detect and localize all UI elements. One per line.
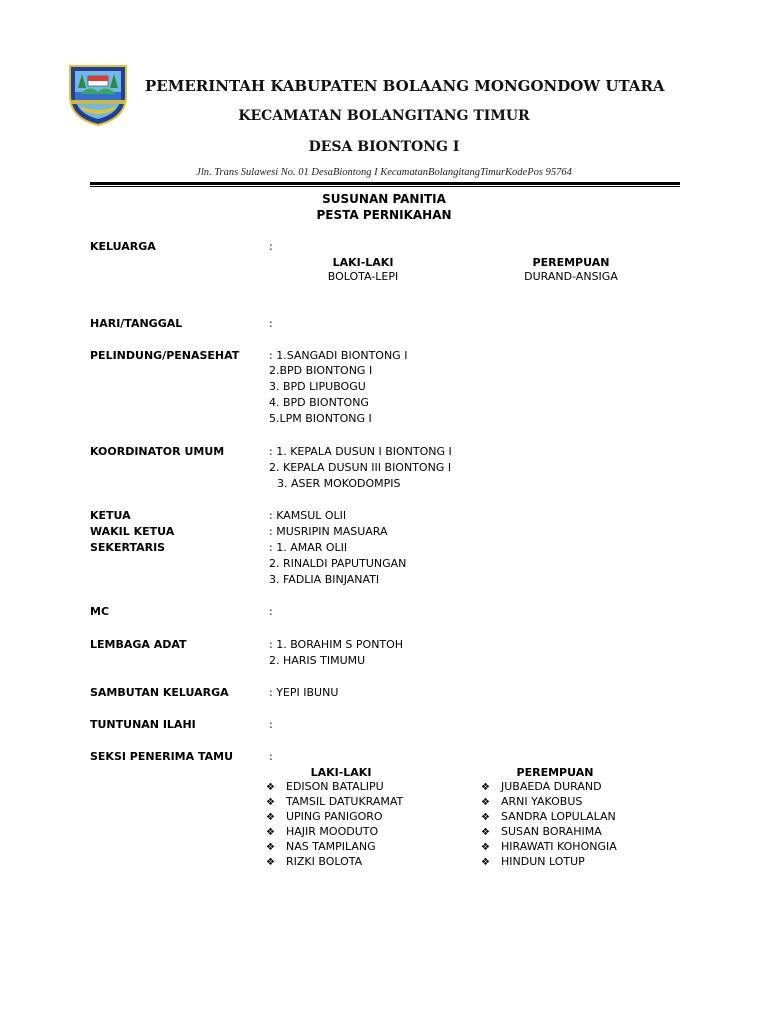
diamond-bullet-icon: ❖ bbox=[266, 827, 275, 838]
seksi-penerima-tamu-label: SEKSI PENERIMA TAMU bbox=[90, 750, 233, 763]
koordinator-item: 3. ASER MOKODOMPIS bbox=[277, 477, 401, 490]
keluarga-male-heading: LAKI-LAKI bbox=[332, 256, 394, 269]
keluarga-female-heading: PEREMPUAN bbox=[532, 256, 610, 269]
list-item: ❖ HINDUN LOTUP bbox=[481, 855, 585, 868]
header-divider-thick bbox=[90, 182, 680, 185]
seksi-male-heading: LAKI-LAKI bbox=[310, 766, 372, 779]
header-divider-thin bbox=[90, 186, 680, 187]
wakil-ketua-label: WAKIL KETUA bbox=[90, 525, 175, 538]
mc-label: MC bbox=[90, 605, 110, 618]
diamond-bullet-icon: ❖ bbox=[481, 782, 490, 793]
header-district-title: KECAMATAN BOLANGITANG TIMUR bbox=[238, 108, 530, 124]
sekertaris-label: SEKERTARIS bbox=[90, 541, 166, 554]
mc-colon: : bbox=[269, 605, 273, 618]
hari-tanggal-colon: : bbox=[269, 317, 273, 330]
list-item: ❖ UPING PANIGORO bbox=[266, 810, 383, 823]
koordinator-item: : 1. KEPALA DUSUN I BIONTONG I bbox=[269, 445, 452, 458]
list-item: ❖ JUBAEDA DURAND bbox=[481, 780, 602, 793]
sekertaris-item: : 1. AMAR OLII bbox=[269, 541, 348, 554]
pelindung-item: 4. BPD BIONTONG bbox=[269, 396, 369, 409]
header-village-title: DESA BIONTONG I bbox=[308, 139, 460, 155]
list-item: ❖ RIZKI BOLOTA bbox=[266, 855, 363, 868]
list-item: ❖ TAMSIL DATUKRAMAT bbox=[266, 795, 404, 808]
diamond-bullet-icon: ❖ bbox=[481, 797, 490, 808]
list-item: ❖ SUSAN BORAHIMA bbox=[481, 825, 602, 838]
lembaga-adat-item: : 1. BORAHIM S PONTOH bbox=[269, 638, 404, 651]
pelindung-item: : 1.SANGADI BIONTONG I bbox=[269, 349, 408, 362]
koordinator-item: 2. KEPALA DUSUN III BIONTONG I bbox=[269, 461, 452, 474]
list-item: ❖ SANDRA LOPULALAN bbox=[481, 810, 616, 823]
lembaga-adat-item: 2. HARIS TIMUMU bbox=[269, 654, 366, 667]
diamond-bullet-icon: ❖ bbox=[266, 782, 275, 793]
list-item: ❖ HAJIR MOODUTO bbox=[266, 825, 379, 838]
keluarga-male-name: BOLOTA-LEPI bbox=[327, 270, 399, 283]
diamond-bullet-icon: ❖ bbox=[266, 812, 275, 823]
list-item: ❖ HIRAWATI KOHONGIA bbox=[481, 840, 617, 853]
diamond-bullet-icon: ❖ bbox=[481, 842, 490, 853]
sekertaris-item: 3. FADLIA BINJANATI bbox=[269, 573, 380, 586]
diamond-bullet-icon: ❖ bbox=[266, 842, 275, 853]
keluarga-female-name: DURAND-ANSIGA bbox=[524, 270, 618, 283]
document-title: SUSUNAN PANITIA bbox=[322, 192, 446, 206]
diamond-bullet-icon: ❖ bbox=[481, 857, 490, 868]
ketua-label: KETUA bbox=[90, 509, 131, 522]
ketua-value: : KAMSUL OLII bbox=[269, 509, 347, 522]
hari-tanggal-label: HARI/TANGGAL bbox=[90, 317, 183, 330]
pelindung-item: 5.LPM BIONTONG I bbox=[269, 412, 372, 425]
header-government-title: PEMERINTAH KABUPATEN BOLAANG MONGONDOW UTARA bbox=[145, 77, 665, 95]
pelindung-item: 2.BPD BIONTONG I bbox=[269, 364, 373, 377]
document-subtitle: PESTA PERNIKAHAN bbox=[316, 208, 452, 222]
list-item: ❖ ARNI YAKOBUS bbox=[481, 795, 583, 808]
pelindung-item: 3. BPD LIPUBOGU bbox=[269, 380, 366, 393]
sambutan-keluarga-value: : YEPI IBUNU bbox=[269, 686, 339, 699]
keluarga-label: KELUARGA bbox=[90, 240, 156, 253]
sambutan-keluarga-label: SAMBUTAN KELUARGA bbox=[90, 686, 229, 699]
list-item: ❖ EDISON BATALIPU bbox=[266, 780, 384, 793]
list-item: ❖ NAS TAMPILANG bbox=[266, 840, 376, 853]
seksi-female-heading: PEREMPUAN bbox=[516, 766, 594, 779]
sekertaris-item: 2. RINALDI PAPUTUNGAN bbox=[269, 557, 407, 570]
wakil-ketua-value: : MUSRIPIN MASUARA bbox=[269, 525, 388, 538]
diamond-bullet-icon: ❖ bbox=[266, 857, 275, 868]
diamond-bullet-icon: ❖ bbox=[481, 812, 490, 823]
diamond-bullet-icon: ❖ bbox=[266, 797, 275, 808]
tuntunan-ilahi-label: TUNTUNAN ILAHI bbox=[90, 718, 196, 731]
diamond-bullet-icon: ❖ bbox=[481, 827, 490, 838]
tuntunan-ilahi-colon: : bbox=[269, 718, 273, 731]
keluarga-colon: : bbox=[269, 240, 273, 253]
seksi-penerima-tamu-colon: : bbox=[269, 750, 273, 763]
pelindung-label: PELINDUNG/PENASEHAT bbox=[90, 349, 240, 362]
koordinator-label: KOORDINATOR UMUM bbox=[90, 445, 225, 458]
lembaga-adat-label: LEMBAGA ADAT bbox=[90, 638, 187, 651]
header-address: Jln. Trans Sulawesi No. 01 DesaBiontong I KecamatanBolangitangTimurKodePos 95764 bbox=[196, 167, 572, 178]
